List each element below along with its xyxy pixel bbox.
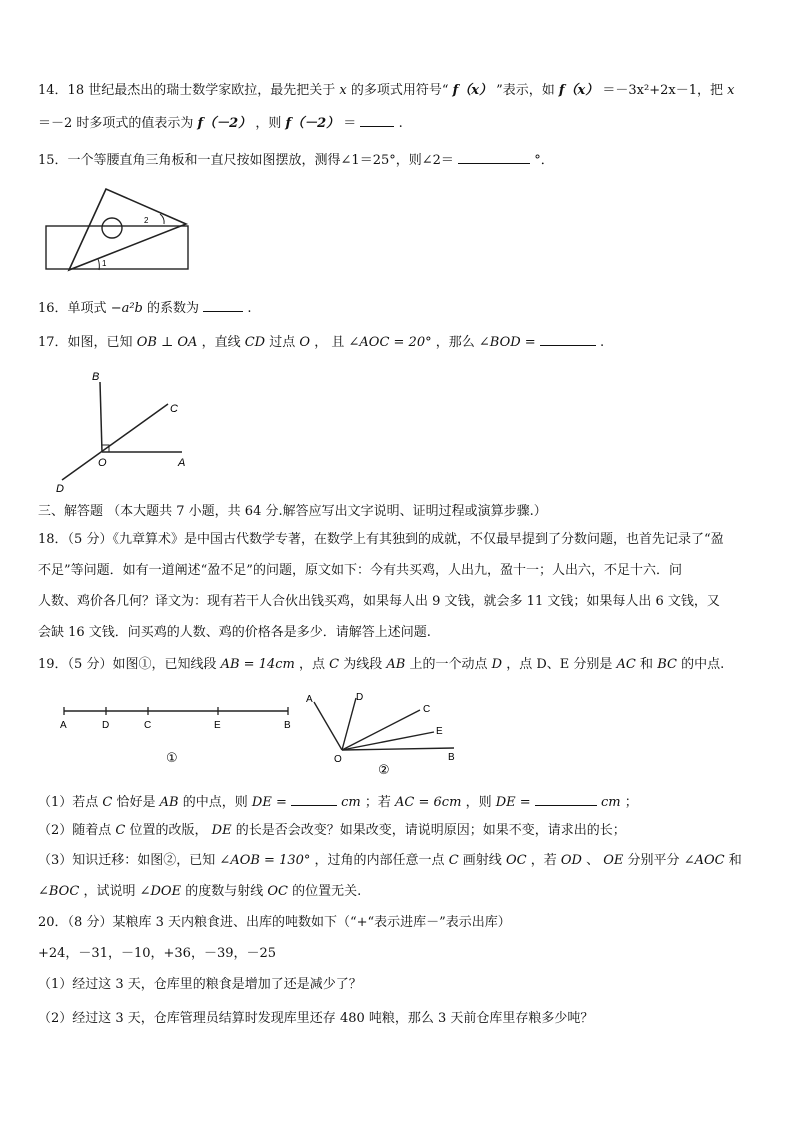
ray-OD xyxy=(342,698,356,750)
fig2-label-B: B xyxy=(448,752,455,763)
label-C: C xyxy=(170,403,178,415)
q19-part3: （3）知识迁移：如图②，已知 ∠AOB = 130° ，过角的内部任意一点 C 画射线 OC ，若 OD 、 OE 分别平分 ∠AOC 和 xyxy=(38,853,742,868)
q19-part2: （2）随着点 C 位置的改版， DE 的长是否会改变？如果改变，请说明原因；如果不变，请求出的长； xyxy=(38,823,626,838)
q17-line: 17．如图，已知 OB ⊥ OA ，直线 CD 过点 O ， 且 ∠AOC = 20° ，那么 ∠BOD = . xyxy=(38,332,604,352)
fig2-label-C: C xyxy=(423,704,431,715)
q18-line-3: 人数、鸡价各几何？译文为：现有若干人合伙出钱买鸡，如果每人出 9 文钱，就会多 11 文钱；如果每人出 6 文钱，又 xyxy=(38,594,720,609)
q19-p1-blank-1[interactable] xyxy=(291,792,337,806)
section-3-heading: 三、解答题 （本大题共 7 小题，共 64 分.解答应写出文字说明、证明过程或演算步骤.） xyxy=(38,504,547,519)
ruler-rect xyxy=(46,226,188,269)
q17-figure xyxy=(50,364,200,498)
triangle-hole xyxy=(102,218,122,238)
q20-part1: （1）经过这 3 天，仓库里的粮食是增加了还是减少了？ xyxy=(38,977,362,992)
fig2-label-E: E xyxy=(436,726,443,737)
fig1-label-B: B xyxy=(284,720,291,731)
q14-answer-blank[interactable] xyxy=(360,113,394,127)
q19-figure-2 xyxy=(298,688,468,780)
q15-answer-blank[interactable] xyxy=(458,150,530,164)
q19-p1-blank-2[interactable] xyxy=(535,792,597,806)
q20-stem: 20．（8 分）某粮库 3 天内粮食进、出库的吨数如下（“+“表示进库－”表示出库） xyxy=(38,915,511,930)
q16-line: 16．单项式 −a²b 的系数为 . xyxy=(38,298,251,318)
ray-OC xyxy=(342,710,420,750)
q19-figure-1 xyxy=(56,696,306,776)
angle-2-label: 2 xyxy=(144,216,149,225)
fig1-label-C: C xyxy=(144,720,152,731)
fig2-caption: ② xyxy=(378,762,390,777)
q19-part1: （1）若点 C 恰好是 AB 的中点，则 DE = cm ；若 AC = 6cm ，则 DE = cm ； xyxy=(38,792,638,812)
q14-line2: ＝－2 时多项式的值表示为 f（－2） ，则 f（－2） ＝ . xyxy=(38,113,403,133)
fig1-label-A: A xyxy=(60,720,67,731)
ray-OB xyxy=(100,382,102,452)
q20-part2: （2）经过这 3 天，仓库管理员结算时发现库里还存 480 吨粮，那么 3 天前仓库里存粮多少吨？ xyxy=(38,1011,594,1026)
q18-line-2: 不足”等问题．如有一道阐述“盈不足”的问题，原文如下：今有共买鸡，人出九，盈十一；人出六，不足十六．问 xyxy=(38,563,682,578)
label-O: O xyxy=(98,457,107,469)
fig1-label-E: E xyxy=(214,720,221,731)
label-A: A xyxy=(178,457,186,469)
fig1-label-D: D xyxy=(102,720,110,731)
label-D: D xyxy=(56,483,64,495)
ray-OE xyxy=(342,732,434,750)
q16-answer-blank[interactable] xyxy=(203,298,243,312)
q15-line: 15．一个等腰直角三角板和一直尺按如图摆放，测得∠1＝25°，则∠2＝ °． xyxy=(38,150,554,170)
fig2-label-O: O xyxy=(334,754,342,765)
q20-data: +24，－31，－10，+36，－39，－25 xyxy=(38,946,277,961)
line-CD xyxy=(62,404,168,480)
ray-OA xyxy=(314,702,342,750)
ray-OB xyxy=(342,748,454,750)
q17-answer-blank[interactable] xyxy=(540,332,596,346)
q18-line-4: 会缺 16 文钱．问买鸡的人数、鸡的价格各是多少．请解答上述问题. xyxy=(38,625,431,640)
q18-line-1: 18．（5 分）《九章算术》是中国古代数学专著，在数学上有其独到的成就，不仅最早提到了分数问题，也首先记录了“盈 xyxy=(38,532,724,547)
fig1-caption: ① xyxy=(166,750,178,765)
q15-figure xyxy=(44,186,194,272)
label-B: B xyxy=(92,371,100,383)
triangle-shape xyxy=(69,189,186,270)
q14-line1: 14．18 世纪最杰出的瑞士数学家欧拉，最先把关于 x 的多项式用符号“ f（x） ”表示，如 f（x） ＝－3x²+2x－1，把 x xyxy=(38,83,735,98)
q19-stem: 19．（5 分）如图①，已知线段 AB = 14cm ，点 C 为线段 AB 上的一个动点 D ，点 D、E 分别是 AC 和 BC 的中点. xyxy=(38,657,725,672)
fig2-label-D: D xyxy=(356,692,364,703)
q19-part3-cont: ∠BOC ，试说明 ∠DOE 的度数与射线 OC 的位置无关. xyxy=(38,884,362,899)
fig2-label-A: A xyxy=(306,694,313,705)
angle-1-label: 1 xyxy=(102,259,107,268)
